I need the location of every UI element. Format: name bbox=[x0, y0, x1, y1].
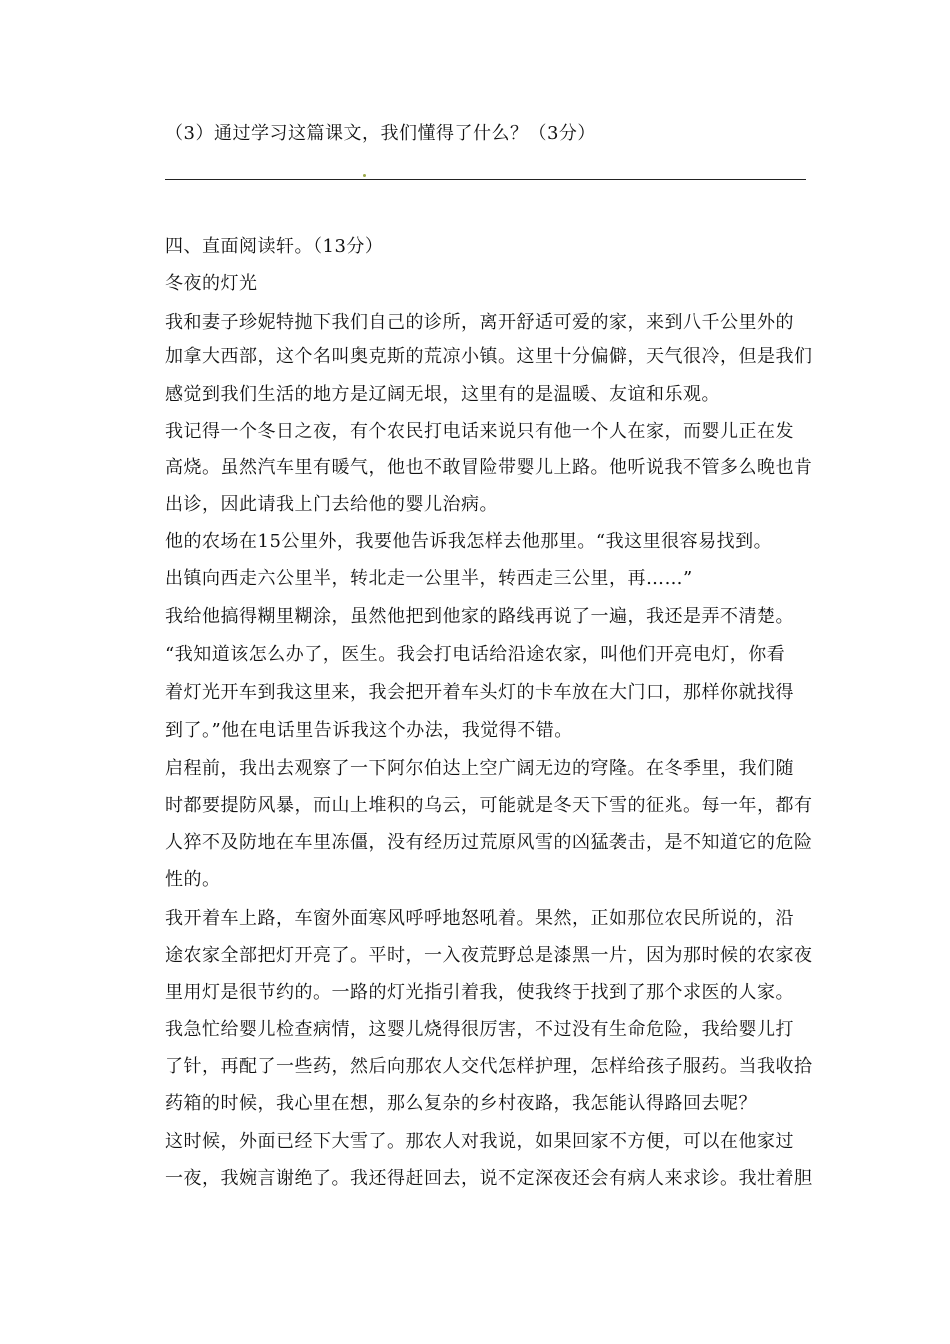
article-line: “我知道该怎么办了，医生。我会打电话给沿途农家，叫他们开亮电灯，你看 bbox=[165, 644, 786, 665]
article-line: 出诊，因此请我上门去给他的婴儿治病。 bbox=[165, 494, 498, 515]
article-line: 着灯光开车到我这里来，我会把开着车头灯的卡车放在大门口，那样你就找得 bbox=[165, 682, 794, 703]
section-heading: 四、直面阅读轩。（13分） bbox=[165, 236, 384, 257]
article-line: 我记得一个冬日之夜，有个农民打电话来说只有他一个人在家，而婴儿正在发 bbox=[165, 421, 794, 442]
article-line: 药箱的时候，我心里在想，那么复杂的乡村夜路，我怎能认得路回去呢？ bbox=[165, 1093, 757, 1114]
article-line: 里用灯是很节约的。一路的灯光指引着我，使我终于找到了那个求医的人家。 bbox=[165, 982, 794, 1003]
article-line: 启程前，我出去观察了一下阿尔伯达上空广阔无边的穹隆。在冬季里，我们随 bbox=[165, 758, 794, 779]
article-line: 感觉到我们生活的地方是辽阔无垠，这里有的是温暖、友谊和乐观。 bbox=[165, 384, 720, 405]
answer-line[interactable] bbox=[165, 179, 806, 180]
article-line: 时都要提防风暴，而山上堆积的乌云，可能就是冬天下雪的征兆。每一年，都有 bbox=[165, 795, 813, 816]
scan-speck bbox=[363, 174, 366, 177]
article-line: 他的农场在15公里外，我要他告诉我怎样去他那里。“我这里很容易找到。 bbox=[165, 531, 773, 552]
article-line: 人猝不及防地在车里冻僵，没有经历过荒原风雪的凶猛袭击，是不知道它的危险 bbox=[165, 832, 813, 853]
article-line: 到了。”他在电话里告诉我这个办法，我觉得不错。 bbox=[165, 720, 573, 741]
article-line: 途农家全部把灯开亮了。平时，一入夜荒野总是漆黑一片，因为那时候的农家夜 bbox=[165, 945, 813, 966]
article-title: 冬夜的灯光 bbox=[165, 273, 258, 294]
article-line: 一夜，我婉言谢绝了。我还得赶回去，说不定深夜还会有病人来求诊。我壮着胆 bbox=[165, 1168, 813, 1189]
article-line: 我开着车上路，车窗外面寒风呼呼地怒吼着。果然，正如那位农民所说的，沿 bbox=[165, 908, 794, 929]
article-line: 我和妻子珍妮特抛下我们自己的诊所，离开舒适可爱的家，来到八千公里外的 bbox=[165, 312, 794, 333]
article-line: 加拿大西部，这个名叫奥克斯的荒凉小镇。这里十分偏僻，天气很冷，但是我们 bbox=[165, 346, 813, 367]
article-line: 了针，再配了一些药，然后向那农人交代怎样护理，怎样给孩子服药。当我收拾 bbox=[165, 1056, 813, 1077]
article-line: 这时候，外面已经下大雪了。那农人对我说，如果回家不方便，可以在他家过 bbox=[165, 1131, 794, 1152]
article-line: 高烧。虽然汽车里有暖气，他也不敢冒险带婴儿上路。他听说我不管多么晚也肯 bbox=[165, 457, 813, 478]
article-line: 性的。 bbox=[165, 869, 221, 890]
article-line: 我急忙给婴儿检查病情，这婴儿烧得很厉害，不过没有生命危险，我给婴儿打 bbox=[165, 1019, 794, 1040]
question-3: （3）通过学习这篇课文，我们懂得了什么？（3分） bbox=[165, 123, 596, 144]
article-line: 出镇向西走六公里半，转北走一公里半，转西走三公里，再……” bbox=[165, 568, 693, 589]
article-line: 我给他搞得糊里糊涂，虽然他把到他家的路线再说了一遍，我还是弄不清楚。 bbox=[165, 606, 794, 627]
